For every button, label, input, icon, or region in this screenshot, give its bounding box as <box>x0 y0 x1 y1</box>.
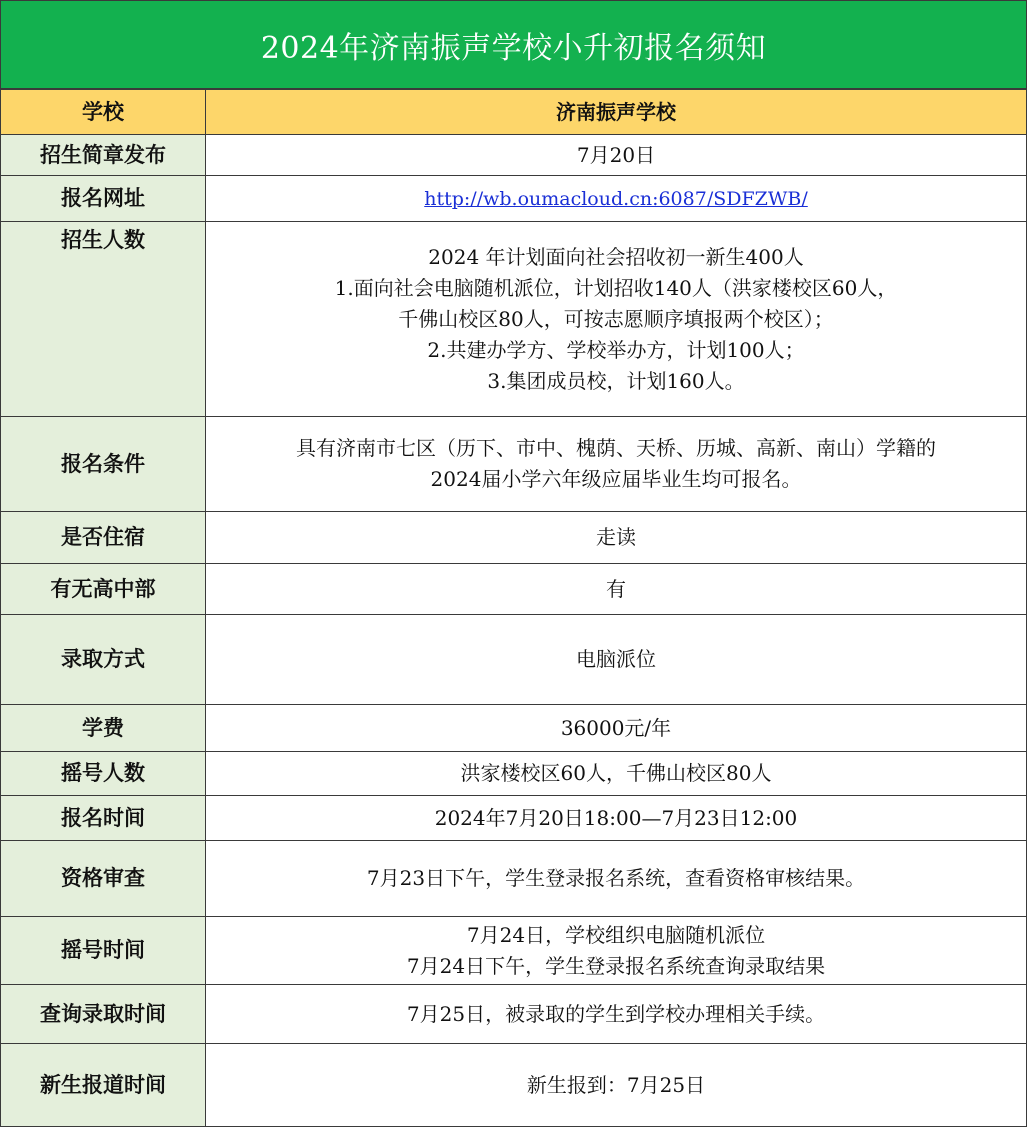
table-row <box>1 176 1027 222</box>
table-row <box>1 222 1027 417</box>
page-title: 2024年济南振声学校小升初报名须知 <box>0 0 1027 89</box>
value-line: 2024年7月20日18:00—7月23日12:00 <box>434 805 798 830</box>
header-label: 学校 <box>1 90 206 135</box>
row-value <box>206 615 1027 705</box>
info-table <box>0 89 1027 1127</box>
row-value <box>206 705 1027 752</box>
row-label: 报名网址 <box>1 176 206 222</box>
row-value <box>206 417 1027 512</box>
row-value <box>206 917 1027 985</box>
value-line: 1.面向社会电脑随机派位，计划招收140人（洪家楼校区60人， <box>334 275 898 300</box>
row-value <box>206 176 1027 222</box>
row-label: 新生报道时间 <box>1 1044 206 1127</box>
table-row <box>1 417 1027 512</box>
row-label: 报名时间 <box>1 796 206 841</box>
row-label: 录取方式 <box>1 615 206 705</box>
table-row <box>1 917 1027 985</box>
row-value <box>206 1044 1027 1127</box>
row-label: 摇号时间 <box>1 917 206 985</box>
table-row <box>1 135 1027 176</box>
row-label: 摇号人数 <box>1 752 206 796</box>
row-value <box>206 222 1027 417</box>
table-row <box>1 985 1027 1044</box>
value-line: 2024届小学六年级应届毕业生均可报名。 <box>430 467 802 491</box>
value-line: 7月24日，学校组织电脑随机派位 <box>466 922 766 947</box>
value-line: 新生报到：7月25日 <box>526 1072 706 1097</box>
row-value <box>206 985 1027 1044</box>
table-row <box>1 564 1027 615</box>
value-line: 2.共建办学方、学校举办方，计划100人； <box>427 337 805 362</box>
row-label: 是否住宿 <box>1 512 206 564</box>
value-line: 7月24日下午，学生登录报名系统查询录取结果 <box>406 953 826 978</box>
table-row <box>1 841 1027 917</box>
value-line: 3.集团成员校，计划160人。 <box>487 368 745 393</box>
row-value <box>206 512 1027 564</box>
row-value <box>206 135 1027 176</box>
table-row <box>1 512 1027 564</box>
table-row <box>1 1044 1027 1127</box>
value-line: 36000元/年 <box>560 715 672 740</box>
row-value <box>206 752 1027 796</box>
value-line: 2024 年计划面向社会招收初一新生400人 <box>428 244 804 269</box>
row-label: 招生简章发布 <box>1 135 206 176</box>
table-row <box>1 705 1027 752</box>
row-label: 有无高中部 <box>1 564 206 615</box>
row-label: 报名条件 <box>1 417 206 512</box>
value-line: 7月25日，被录取的学生到学校办理相关手续。 <box>406 1001 826 1026</box>
row-label: 学费 <box>1 705 206 752</box>
header-value: 济南振声学校 <box>206 90 1027 135</box>
value-line: 具有济南市七区（历下、市中、槐荫、天桥、历城、高新、南山）学籍的 <box>296 436 936 460</box>
table-row <box>1 615 1027 705</box>
row-label-text: 招生人数 <box>61 228 145 252</box>
value-line: 千佛山校区80人，可按志愿顺序填报两个校区）； <box>398 306 834 331</box>
value-line: 7月23日下午，学生登录报名系统，查看资格审核结果。 <box>366 866 866 890</box>
row-value <box>206 796 1027 841</box>
value-line: 7月20日 <box>576 142 656 167</box>
table-row <box>1 796 1027 841</box>
row-value <box>206 841 1027 917</box>
row-label: 资格审查 <box>1 841 206 917</box>
value-line: 电脑派位 <box>576 647 656 671</box>
table-row <box>1 752 1027 796</box>
row-label: 查询录取时间 <box>1 985 206 1044</box>
value-line: 有 <box>606 576 626 601</box>
value-line: 走读 <box>596 525 636 549</box>
value-line: 洪家楼校区60人，千佛山校区80人 <box>460 761 772 785</box>
row-value <box>206 564 1027 615</box>
registration-url-link[interactable]: http://wb.oumacloud.cn:6087/SDFZWB/ <box>424 187 808 210</box>
row-label <box>1 222 206 417</box>
table-header-row <box>1 90 1027 135</box>
